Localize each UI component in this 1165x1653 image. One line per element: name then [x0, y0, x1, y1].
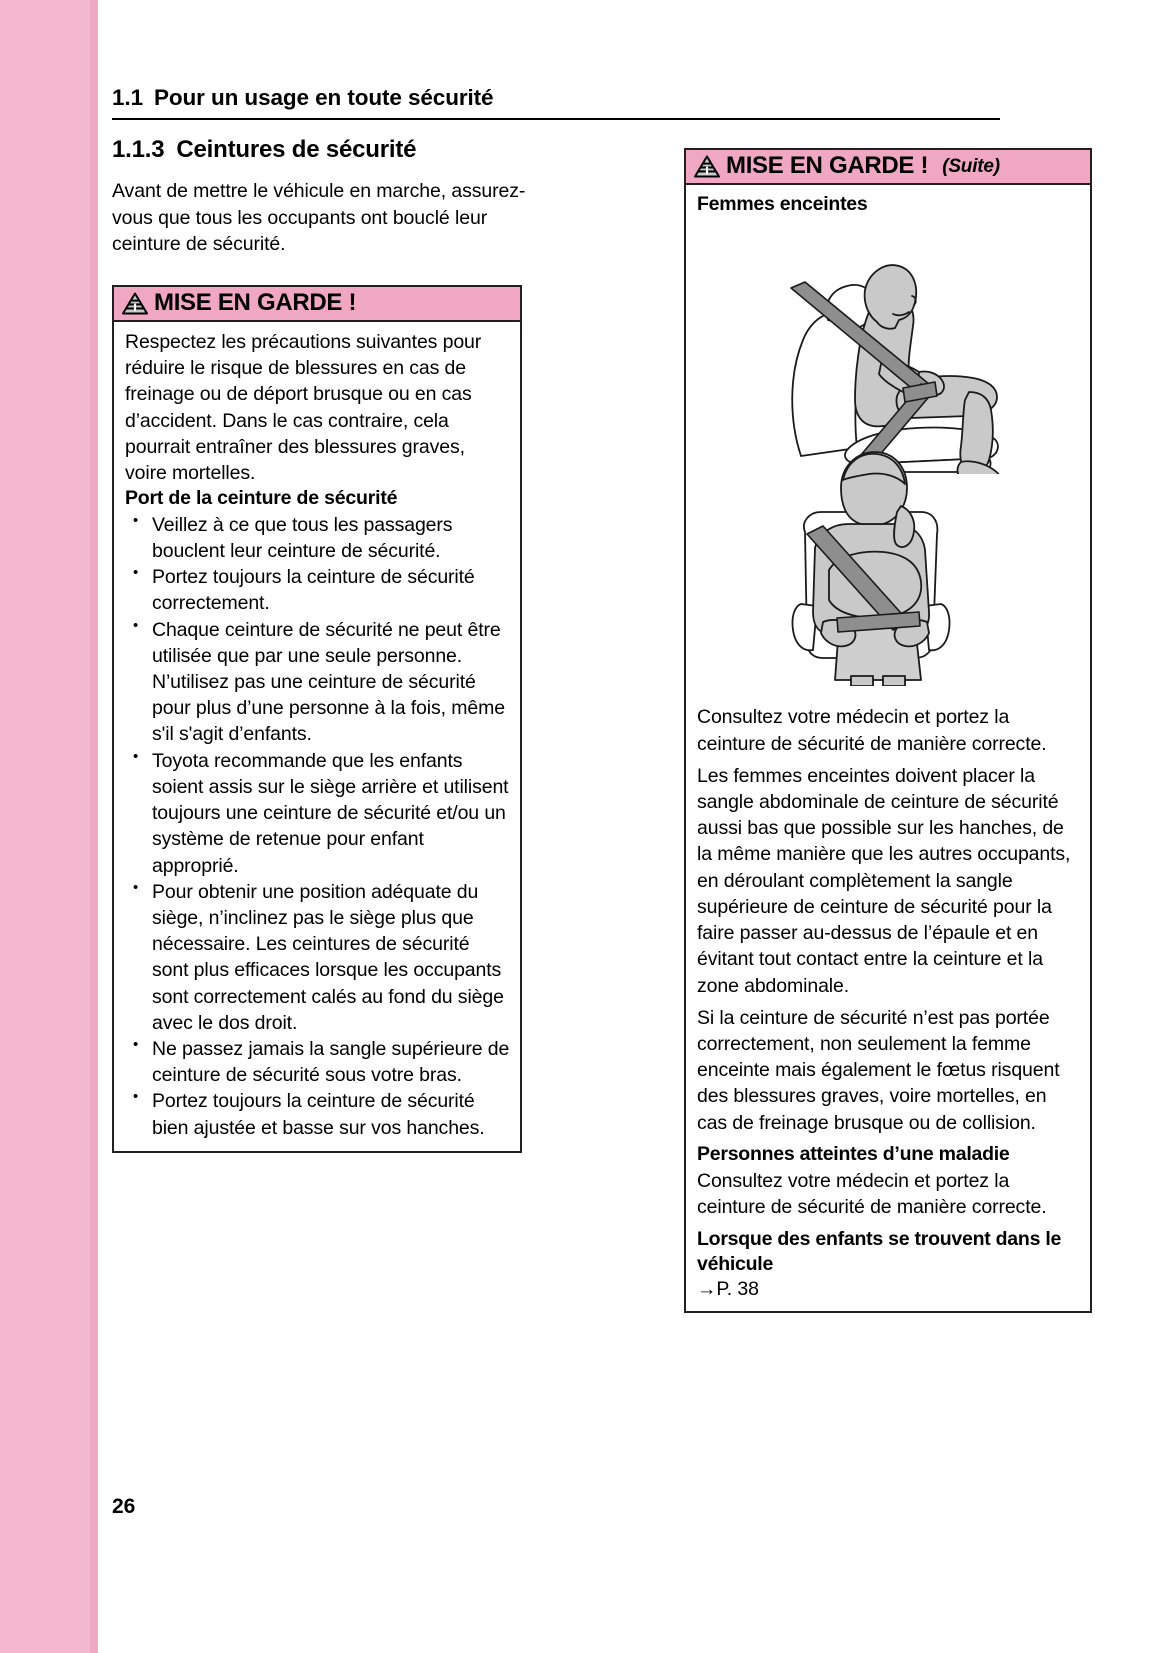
list-item: • Pour obtenir une position adéquate du siège, n’inclinez pas le siège plus que nécessaire. Les ceintures de sécurité sont plus efficaces lorsque les occupants sont correctement calés au fond du siège avec le dos droit. [125, 879, 510, 1036]
page-edge-shadow [90, 0, 98, 1653]
list-item: • Veillez à ce que tous les passagers bouclent leur ceinture de sécurité. [125, 512, 510, 564]
running-header-number: 1.1 [112, 85, 143, 110]
warning-triangle-icon [694, 155, 720, 178]
page-sheet [98, 0, 1165, 1653]
running-header [112, 85, 1012, 111]
page-number: 26 [112, 1495, 136, 1518]
pregnant-woman-front-view-figure [697, 436, 1085, 686]
header-rule [112, 118, 1000, 120]
heading-illness: Personnes atteintes d’une maladie [697, 1142, 1010, 1165]
running-header-title: Pour un usage en toute sécurité [153, 85, 494, 110]
list-item: • Portez toujours la ceinture de sécurité bien ajustée et basse sur vos hanches. [125, 1088, 510, 1140]
list-item: • Toyota recommande que les enfants soient assis sur le siège arrière et utilisent toujours une ceinture de sécurité et/ou un système de retenue pour enfant approprié. [125, 748, 510, 879]
page-edge-tab [0, 0, 98, 1653]
warning-paragraph: Respectez les précautions suivantes pour réduire le risque de blessures en cas de freinage ou de déport brusque ou en cas d’accident. Dans le cas contraire, cela pourrait entraîner des blessures graves, voire mortelles. [125, 331, 482, 485]
right-paragraph-1: Consultez votre médecin et portez la ceinture de sécurité de manière correcte. [697, 706, 1047, 755]
warning-triangle-icon [122, 292, 148, 315]
warning-body-right [686, 185, 1090, 1311]
right-paragraph-3: Si la ceinture de sécurité n’est pas portée correctement, non seulement la femme enceinte mais également le fœtus risquent des blessures graves, voire mortelles, en cas de freinage brusque ou de collision. [697, 1006, 1060, 1134]
warning-bar-title-left: MISE EN GARDE ! [154, 289, 357, 316]
page-reference-link[interactable]: →P. 38 [697, 1278, 759, 1301]
heading-children-in-vehicle: Lorsque des enfants se trouvent dans le véhicule [697, 1227, 1062, 1275]
warning-subheading: Port de la ceinture de sécurité [125, 487, 398, 510]
warning-bullet-list [125, 512, 510, 1141]
illustration-group [697, 218, 1080, 704]
section-number: 1.1.3 [112, 136, 165, 163]
warning-box-left [112, 285, 522, 1153]
list-item: • Ne passez jamais la sangle supérieure de ceinture de sécurité sous votre bras. [125, 1036, 510, 1088]
warning-body-left [114, 322, 520, 1151]
warning-bar-suffix: (Suite) [942, 155, 1000, 177]
left-column [112, 136, 527, 258]
warning-bar-right [686, 150, 1090, 185]
section-heading [112, 136, 527, 164]
list-item: • Portez toujours la ceinture de sécurité correctement. [125, 564, 510, 616]
warning-bar-title-right: MISE EN GARDE ! [726, 152, 929, 179]
intro-paragraph: Avant de mettre le véhicule en marche, assurez-vous que tous les occupants ont bouclé leur ceinture de sécurité. [112, 180, 526, 256]
section-title: Ceintures de sécurité [176, 136, 417, 163]
right-paragraph-2: Les femmes enceintes doivent placer la sangle abdominale de ceinture de sécurité aussi bas que possible sur les hanches, de la même manière que les autres occupants, en déroulant complètement la sangle supérieure de ceinture de sécurité pour la faire passer au-dessus de l’épaule et en évitant tout contact entre la ceinture et la zone abdominale. [697, 764, 1071, 997]
warning-bar-left [114, 287, 520, 322]
warning-box-right [684, 148, 1092, 1313]
heading-pregnant-women: Femmes enceintes [697, 193, 868, 215]
list-item: • Chaque ceinture de sécurité ne peut être utilisée que par une seule personne. N’utilisez pas une ceinture de sécurité pour plus d’une personne à la fois, même s'il s'agit d’enfants. [125, 617, 510, 748]
illness-paragraph: Consultez votre médecin et portez la ceinture de sécurité de manière correcte. [697, 1170, 1047, 1219]
